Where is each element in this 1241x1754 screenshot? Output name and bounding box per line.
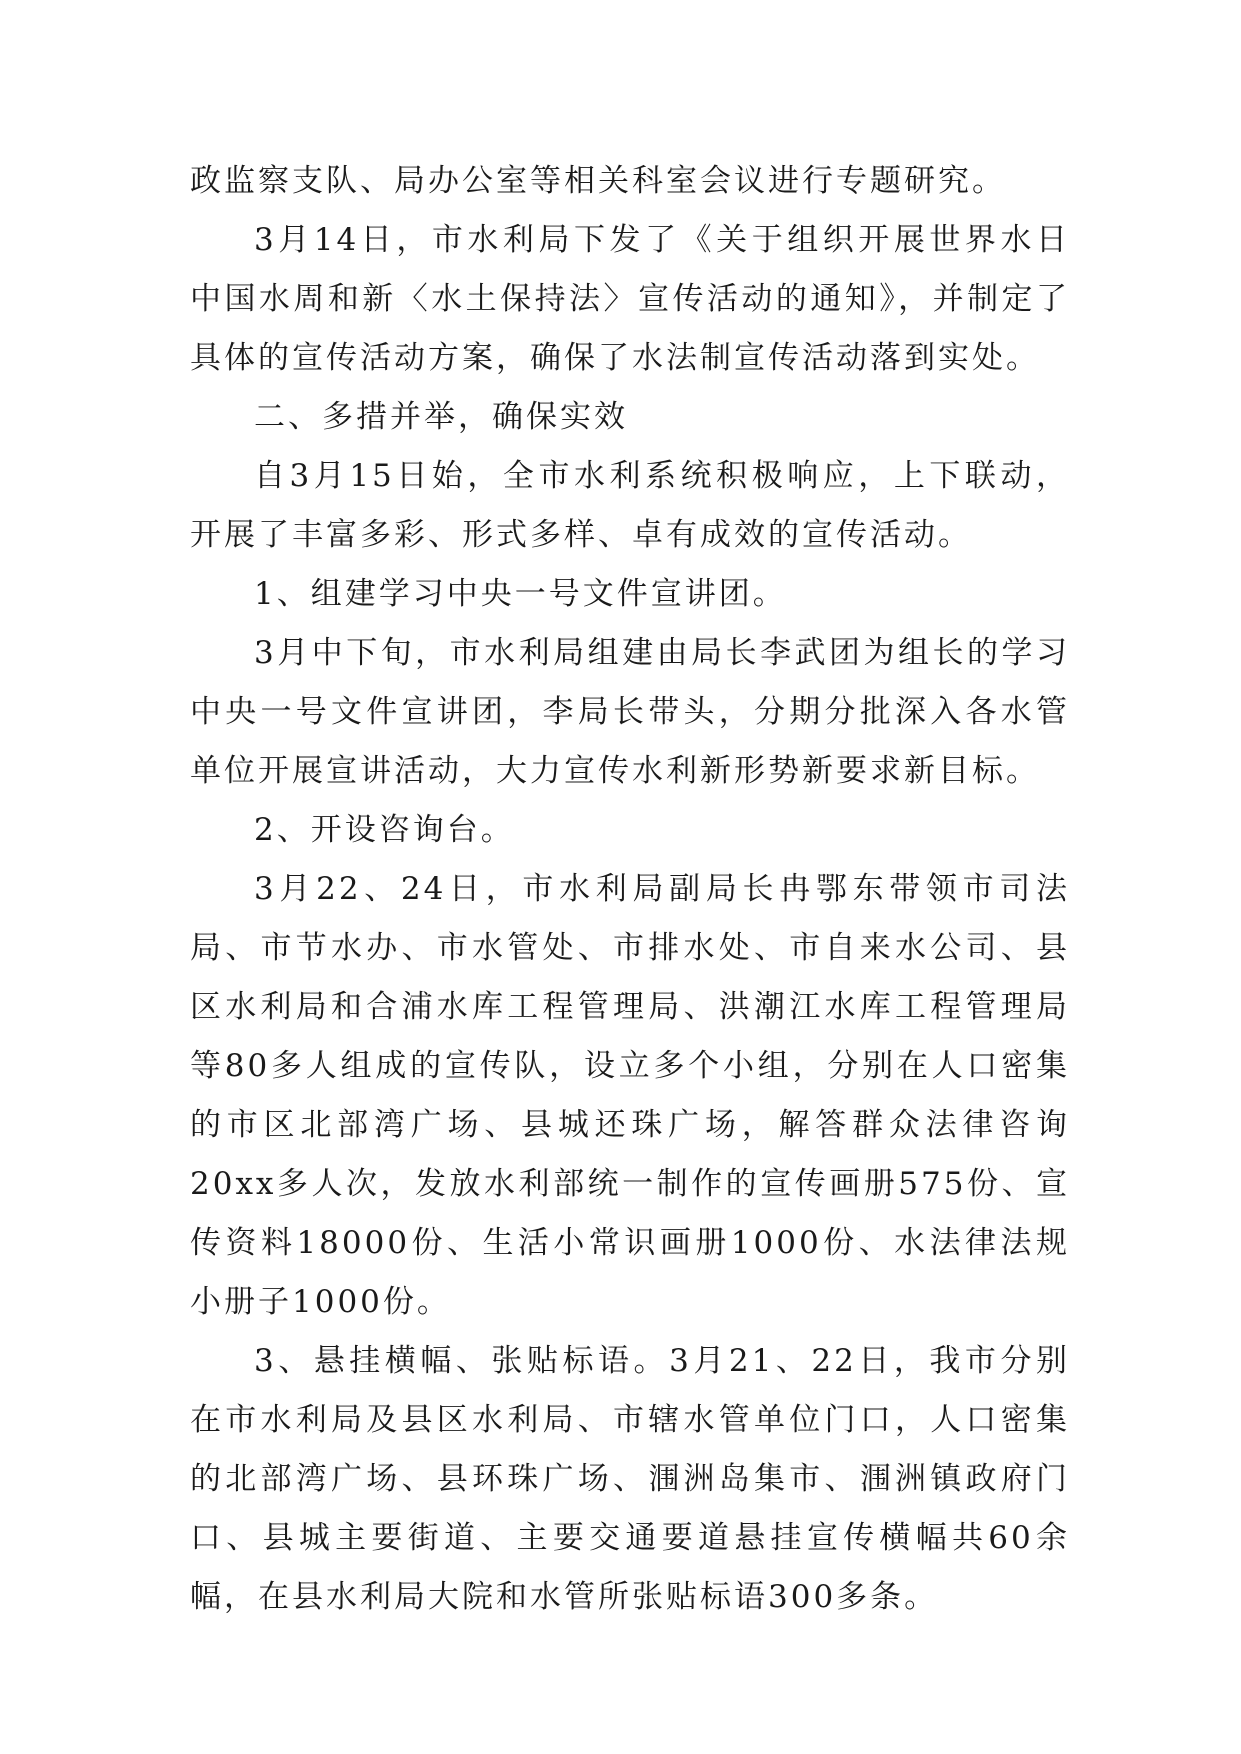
paragraph-continuation: 政监察支队、局办公室等相关科室会议进行专题研究。 [190, 163, 1006, 199]
section-heading: 二、多措并举，确保实效 [254, 399, 628, 435]
paragraph-item-2: 3月22、24日，市水利局副局长冉鄂东带领市司法局、市节水办、市水管处、市排水处、市自来水公司、县区水利局和合浦水库工程管理局、洪潮江水库工程管理局等80多人组成的宣传队，设立多个小组，分别在人口密集的市区北部湾广场、县城还珠广场，解答群众法律咨询20xx多人次，发放水利部统一制作的宣传画册575份、宣传资料18000份、生活小常识画册1000份、水法律法规小册子1000份。 [190, 871, 1070, 1320]
item-heading-1: 1、组建学习中央一号文件宣讲团。 [254, 576, 787, 612]
paragraph-intro: 自3月15日始，全市水利系统积极响应，上下联动，开展了丰富多彩、形式多样、卓有成效的宣传活动。 [190, 458, 1070, 553]
document-body [190, 152, 1070, 1627]
paragraph-notice: 3月14日，市水利局下发了《关于组织开展世界水日中国水周和新〈水土保持法〉宣传活动的通知》，并制定了具体的宣传活动方案，确保了水法制宣传活动落到实处。 [190, 222, 1070, 376]
paragraph-item-3: 3、悬挂横幅、张贴标语。3月21、22日，我市分别在市水利局及县区水利局、市辖水管单位门口，人口密集的北部湾广场、县环珠广场、涠洲岛集市、涠洲镇政府门口、县城主要街道、主要交通要道悬挂宣传横幅共60余幅，在县水利局大院和水管所张贴标语300多条。 [190, 1343, 1070, 1615]
item-heading-2: 2、开设咨询台。 [254, 812, 515, 848]
paragraph-item-1: 3月中下旬，市水利局组建由局长李武团为组长的学习中央一号文件宣讲团，李局长带头，分期分批深入各水管单位开展宣讲活动，大力宣传水利新形势新要求新目标。 [190, 635, 1070, 789]
